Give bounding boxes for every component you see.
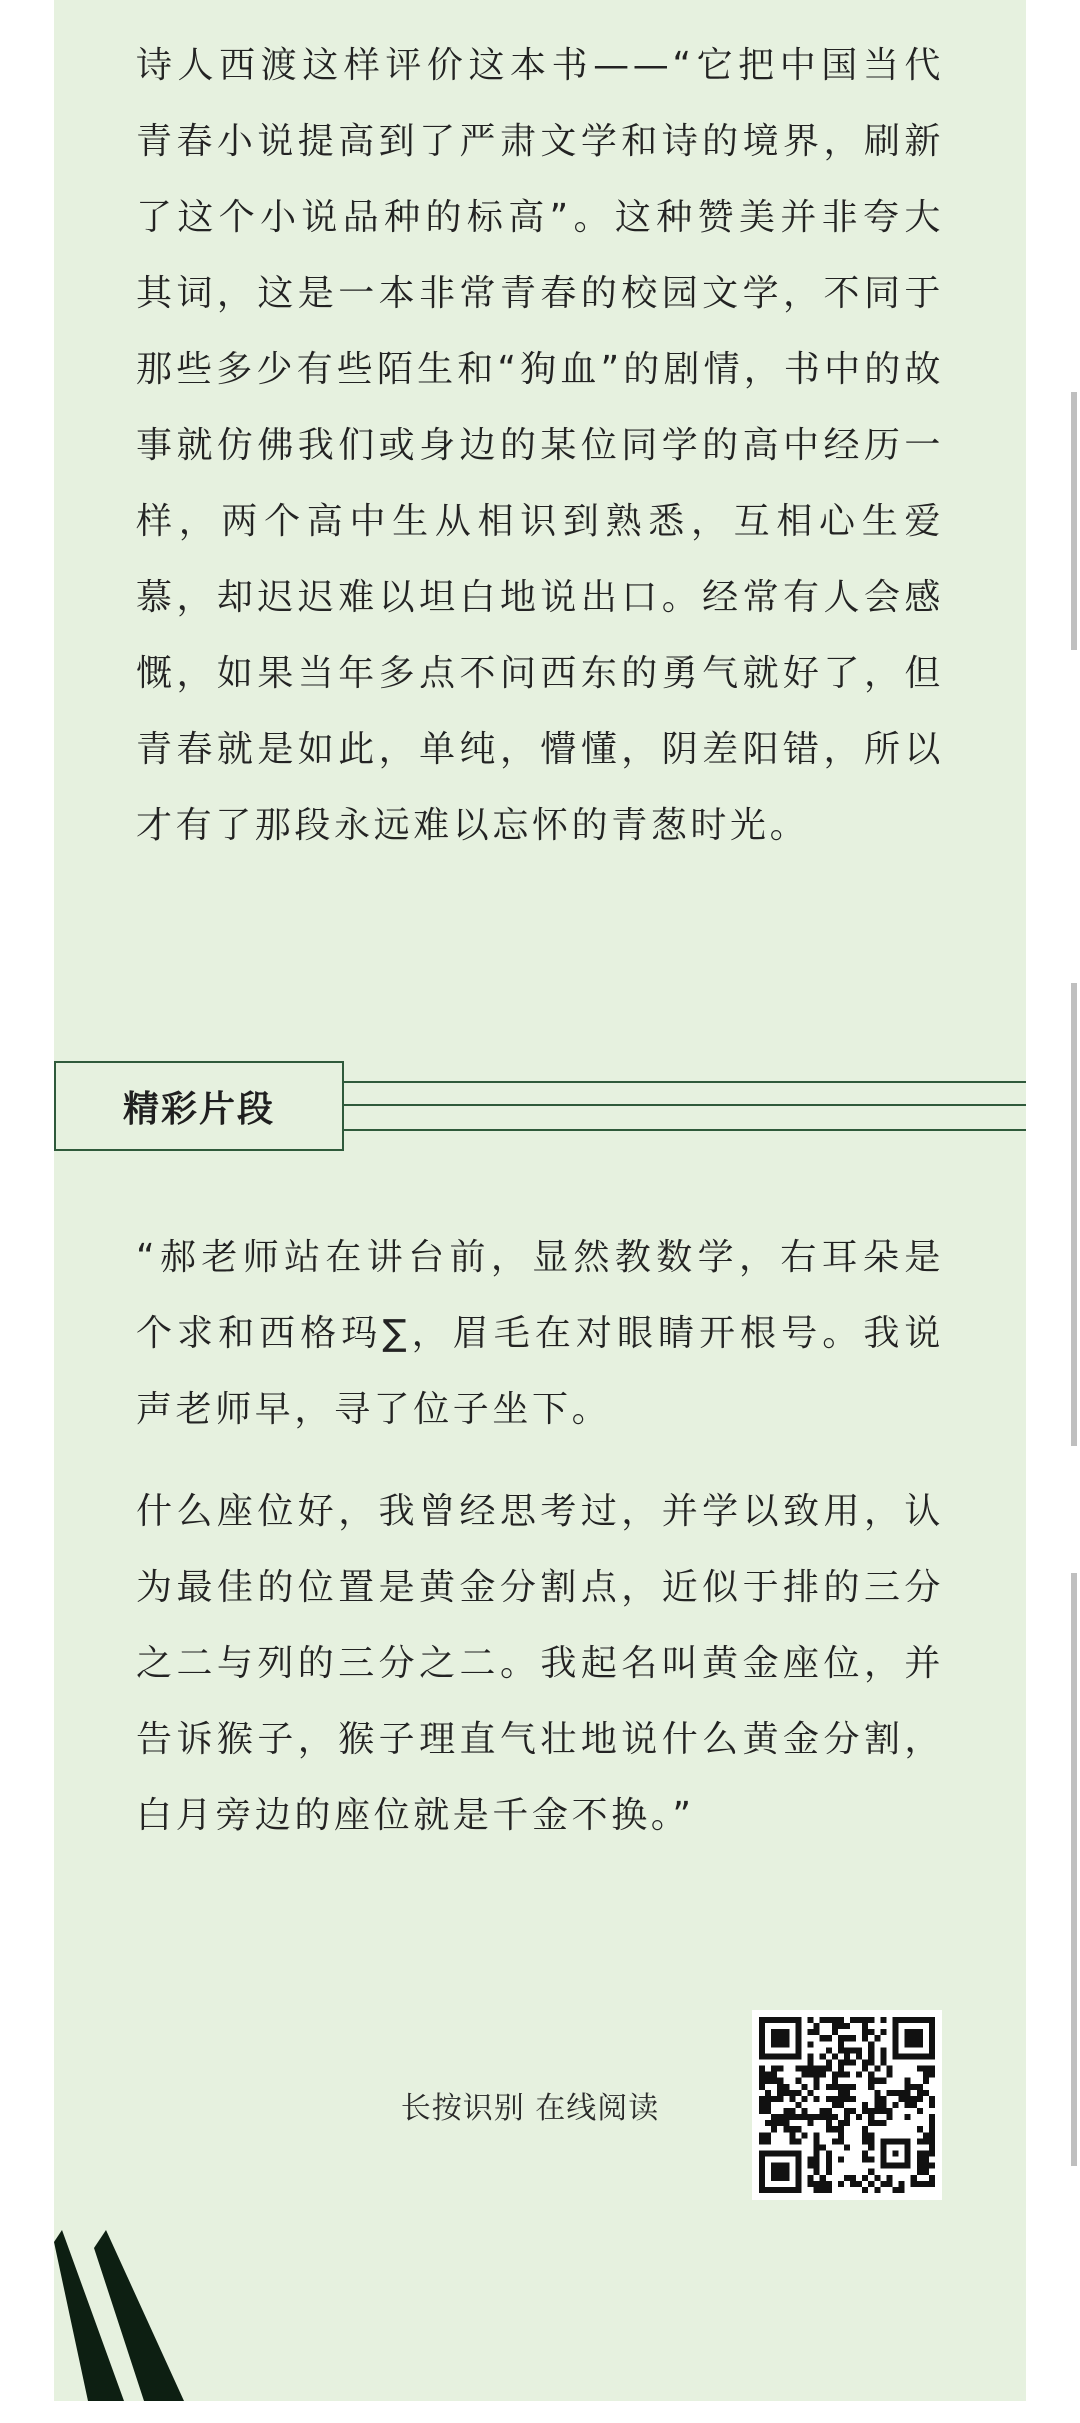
qr-label: 长按识别 在线阅读	[400, 2091, 660, 2126]
excerpt-paragraph: “郝老师站在讲台前，显然教数学，右耳朵是个求和西格玛∑，眉毛在对眼睛开根号。我说声老师早，寻了位子坐下。	[136, 1237, 944, 1430]
intro-paragraph: 诗人西渡这样评价这本书——“它把中国当代青春小说提高到了严肃文学和诗的境界，刷新了这个小说品种的标高”。这种赞美并非夸大其词，这是一本非常青春的校园文学，不同于那些多少有些陌生和“狗血”的剧情，书中的故事就仿佛我们或身边的某位同学的高中经历一样，两个高中生从相识到熟悉，互相心生爱慕，却迟迟难以坦白地说出口。经常有人会感慨，如果当年多点不问西东的勇气就好了，但青春就是如此，单纯，懵懂，阴差阳错，所以才有了那段永远难以忘怀的青葱时光。	[136, 45, 944, 846]
section-header-box	[54, 1061, 344, 1151]
section-divider-line	[344, 1081, 1026, 1083]
qr-code-graphic	[759, 2017, 935, 2193]
qr-code-icon[interactable]	[752, 2010, 942, 2200]
section-divider-line	[344, 1104, 1026, 1106]
scrollbar[interactable]	[1071, 983, 1077, 1446]
publisher-logo	[54, 2230, 184, 2401]
scrollbar[interactable]	[1071, 392, 1077, 650]
scrollbar[interactable]	[1071, 1573, 1077, 2166]
section-divider-line	[344, 1129, 1026, 1131]
section-title: 精彩片段	[122, 1088, 275, 1130]
excerpt-paragraph: 什么座位好，我曾经思考过，并学以致用，认为最佳的位置是黄金分割点，近似于排的三分之二与列的三分之二。我起名叫黄金座位，并告诉猴子，猴子理直气壮地说什么黄金分割，白月旁边的座位就是千金不换。”	[136, 1491, 944, 1836]
